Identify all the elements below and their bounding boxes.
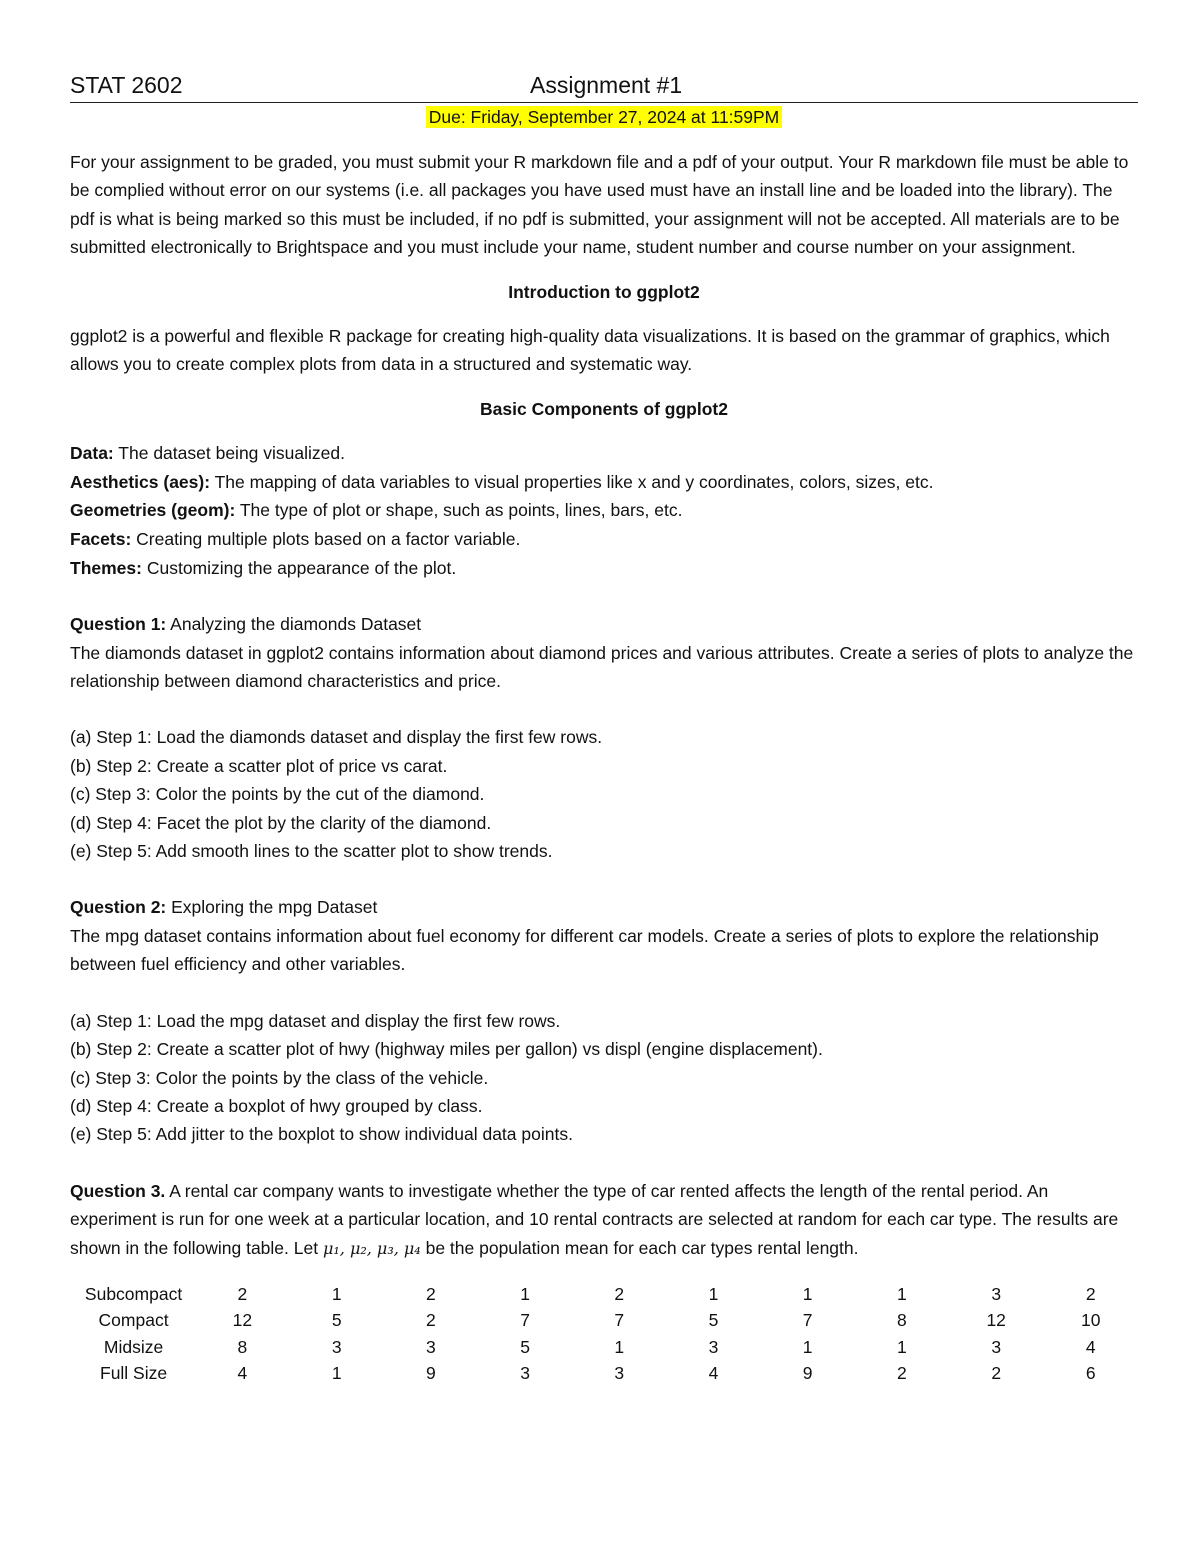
question-1-heading: Analyzing the diamonds Dataset	[166, 614, 422, 635]
step-item: (c) Step 3: Color the points by the cut of the diamond.	[70, 784, 485, 805]
table-cell: 1	[802, 1336, 813, 1357]
component-desc: Creating multiple plots based on a factor variable.	[131, 529, 521, 550]
table-cell: 2	[426, 1310, 436, 1331]
table-cell: 5	[520, 1336, 530, 1357]
table-cell: 5	[708, 1310, 719, 1331]
table-cell: 10	[1080, 1310, 1101, 1331]
question-2-heading: Exploring the mpg Dataset	[166, 897, 378, 918]
table-cell: 9	[426, 1363, 436, 1384]
table-cell: 9	[802, 1363, 813, 1384]
component-item	[70, 525, 1138, 554]
table-cell: 3	[426, 1336, 436, 1357]
table-cell: 2	[1085, 1283, 1096, 1304]
table-cell: 7	[614, 1310, 625, 1331]
step-item: (a) Step 1: Load the mpg dataset and display the first few rows.	[70, 1010, 561, 1031]
question-2-steps	[70, 1007, 1138, 1149]
component-item	[70, 554, 1138, 583]
step-item: (b) Step 2: Create a scatter plot of hwy (highway miles per gallon) vs displ (engine displacement).	[70, 1039, 823, 1060]
component-item	[70, 496, 1138, 525]
table-row	[72, 1360, 1138, 1387]
table-row	[72, 1334, 1138, 1361]
question-2-text: The mpg dataset contains information about fuel economy for different car models. Create a series of plots to explore the relationship between fuel efficiency and other variables.	[70, 925, 1099, 975]
table-cell: 2	[614, 1283, 625, 1304]
component-item	[70, 439, 1138, 468]
question-3-label: Question 3.	[70, 1180, 166, 1201]
step-item: (d) Step 4: Facet the plot by the clarity of the diamond.	[70, 812, 492, 833]
table-cell: 1	[520, 1283, 530, 1304]
table-cell: 3	[991, 1336, 1002, 1357]
due-line	[70, 107, 1138, 128]
table-cell: 4	[1085, 1336, 1096, 1357]
question-1-text: The diamonds dataset in ggplot2 contains information about diamond prices and various attributes. Create a series of plots to analyze the relationship between diamond characteristics and price.	[70, 642, 1134, 692]
assignment-title: Assignment #1	[530, 72, 683, 98]
table-cell: 2	[991, 1363, 1002, 1384]
components-list	[70, 439, 1138, 582]
table-cell: 4	[237, 1363, 248, 1384]
question-1-label: Question 1:	[70, 614, 167, 635]
table-cell: 4	[708, 1363, 719, 1384]
component-desc: Customizing the appearance of the plot.	[141, 557, 457, 578]
question-3-body-end: be the population mean for each car types rental length.	[420, 1237, 859, 1258]
component-term: Aesthetics (aes):	[70, 471, 211, 492]
table-cell: 1	[802, 1283, 813, 1304]
question-1-steps	[70, 723, 1138, 865]
component-desc: The mapping of data variables to visual properties like x and y coordinates, colors, sizes, etc.	[210, 471, 934, 492]
table-row	[72, 1307, 1138, 1334]
population-means: μ₁, μ₂, μ₃, μ₄	[322, 1238, 421, 1258]
table-cell: 1	[614, 1336, 625, 1357]
table-cell: 7	[802, 1310, 813, 1331]
table-row	[72, 1281, 1138, 1308]
component-term: Themes:	[70, 557, 142, 578]
table-cell: 2	[426, 1283, 436, 1304]
question-2-title	[70, 893, 1138, 921]
document-header	[70, 72, 1138, 103]
due-date: Due: Friday, September 27, 2024 at 11:59PM	[426, 106, 783, 128]
component-term: Data:	[70, 443, 114, 464]
component-term: Facets:	[70, 529, 132, 550]
course-code: STAT 2602	[70, 72, 183, 98]
table-cell: 3	[708, 1336, 719, 1357]
table-cell: 3	[991, 1283, 1002, 1304]
intro-heading: Introduction to ggplot2	[508, 281, 700, 302]
table-cell: 1	[708, 1283, 719, 1304]
table-cell: 2	[237, 1283, 248, 1304]
step-item: (e) Step 5: Add jitter to the boxplot to show individual data points.	[70, 1124, 573, 1145]
table-cell: 8	[237, 1336, 248, 1357]
step-item: (e) Step 5: Add smooth lines to the scatter plot to show trends.	[70, 841, 553, 862]
table-cell: 3	[520, 1363, 530, 1384]
table-cell: 2	[896, 1363, 907, 1384]
table-cell: 5	[331, 1310, 342, 1331]
row-label: Midsize	[103, 1336, 164, 1357]
table-cell: 6	[1085, 1363, 1096, 1384]
question-1	[70, 610, 1138, 865]
table-cell: 3	[331, 1336, 342, 1357]
question-1-title	[70, 610, 1138, 638]
row-label: Compact	[98, 1310, 169, 1331]
table-cell: 1	[896, 1336, 907, 1357]
question-3	[70, 1177, 1138, 1387]
component-desc: The type of plot or shape, such as points, lines, bars, etc.	[235, 500, 683, 521]
question-2	[70, 893, 1138, 1148]
components-heading: Basic Components of ggplot2	[480, 398, 728, 419]
document-page	[70, 72, 1138, 1387]
table-cell: 7	[520, 1310, 530, 1331]
component-desc: The dataset being visualized.	[113, 443, 345, 464]
question-3-body: A rental car company wants to investigate whether the type of car rented affects the length of the rental period. An experiment is run for one week at a particular location, and 10 rental contracts are selected at random for each car type. The results are shown in the following table. Let	[70, 1180, 1119, 1258]
submission-instructions: For your assignment to be graded, you must submit your R markdown file and a pdf of your output. Your R markdown file must be able to be complied without error on our systems (i.e. all packages you have used must have an install line and be loaded into the library). The pdf is what is being marked so this must be included, if no pdf is submitted, your assignment will not be accepted. All materials are to be submitted electronically to Brightspace and you must include your name, student number and course number on your assignment.	[70, 152, 1129, 258]
intro-paragraph: ggplot2 is a powerful and flexible R package for creating high-quality data visualizations. It is based on the grammar of graphics, which allows you to create complex plots from data in a structured and systematic way.	[70, 326, 1110, 375]
step-item: (a) Step 1: Load the diamonds dataset and display the first few rows.	[70, 727, 603, 748]
step-item: (c) Step 3: Color the points by the class of the vehicle.	[70, 1067, 489, 1088]
table-cell: 12	[986, 1310, 1006, 1331]
component-item	[70, 468, 1138, 497]
table-cell: 1	[896, 1283, 907, 1304]
row-label: Subcompact	[84, 1283, 183, 1304]
question-2-label: Question 2:	[70, 897, 167, 918]
rental-length-table	[72, 1281, 1138, 1387]
step-item: (d) Step 4: Create a boxplot of hwy grouped by class.	[70, 1095, 483, 1116]
table-cell: 3	[614, 1363, 625, 1384]
step-item: (b) Step 2: Create a scatter plot of price vs carat.	[70, 755, 448, 776]
component-term: Geometries (geom):	[70, 500, 236, 521]
table-cell: 12	[232, 1310, 253, 1331]
table-cell: 1	[331, 1363, 342, 1384]
table-cell: 8	[896, 1310, 907, 1331]
question-3-text	[70, 1177, 1138, 1263]
table-cell: 1	[331, 1283, 342, 1304]
row-label: Full Size	[100, 1363, 168, 1384]
